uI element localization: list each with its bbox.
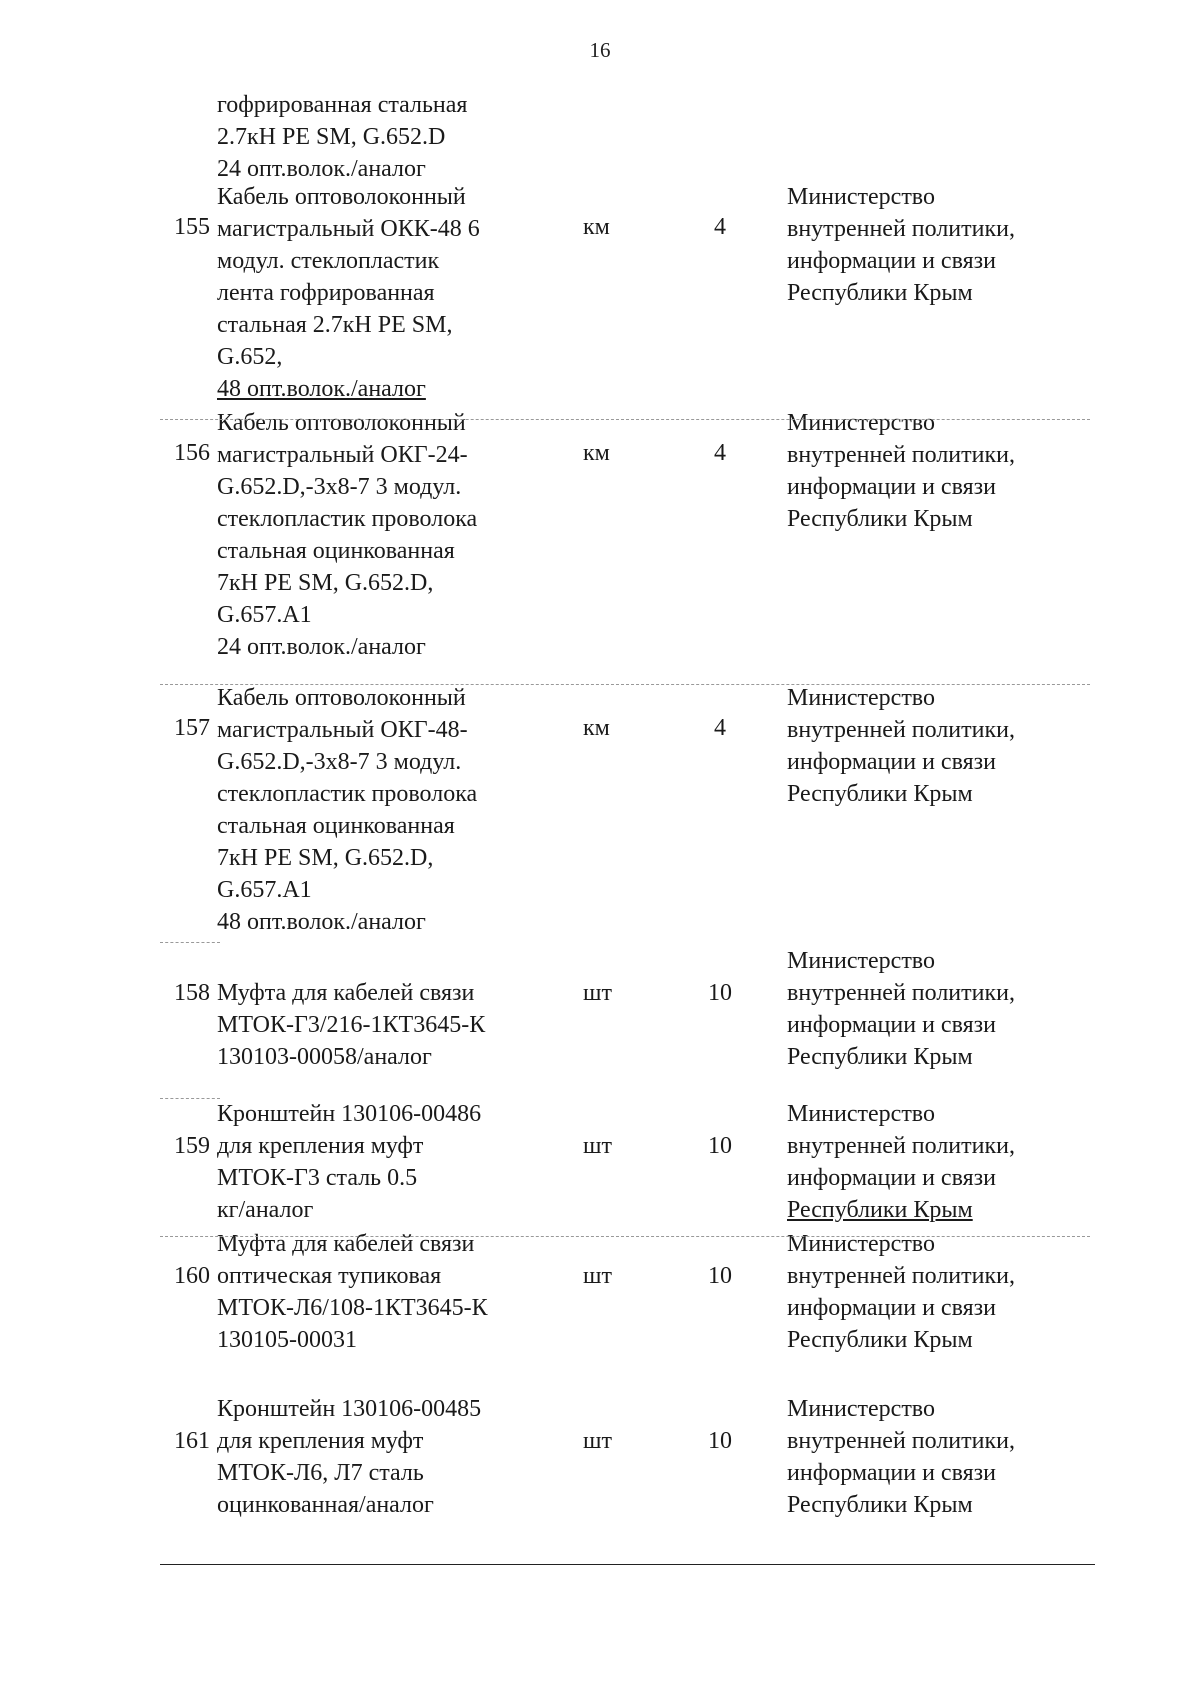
description-line: Кабель оптоволоконный <box>217 410 466 436</box>
description-line: 130105-00031 <box>217 1327 357 1353</box>
row-unit: шт <box>583 1133 612 1159</box>
description-line: МТОК-Л6, Л7 сталь <box>217 1460 424 1486</box>
description-line: G.657.A1 <box>217 877 312 903</box>
description-line: магистральный ОКГ-24- <box>217 442 468 468</box>
row-description <box>217 407 547 663</box>
description-line: МТОК-Г3/216-1КТ3645-К <box>217 1012 486 1038</box>
row-separator <box>160 1236 1090 1237</box>
organization-line: Министерство <box>787 410 935 436</box>
organization-line: Министерство <box>787 1231 935 1257</box>
row-description <box>217 682 547 938</box>
organization-line: Министерство <box>787 1396 935 1422</box>
organization-line: информации и связи <box>787 749 996 775</box>
row-quantity: 10 <box>708 980 732 1006</box>
description-line: МТОК-Л6/108-1КТ3645-К <box>217 1295 488 1321</box>
organization-line: Республики Крым <box>787 1492 973 1518</box>
row-organization <box>787 1228 1117 1356</box>
row-number: 158 <box>174 980 210 1006</box>
description-line: Кабель оптоволоконный <box>217 685 466 711</box>
description-line: G.652, <box>217 344 283 370</box>
organization-line: Министерство <box>787 1101 935 1127</box>
description-line: G.652.D,-3x8-7 3 модул. <box>217 474 462 500</box>
description-line: стальная 2.7кН PE SM, <box>217 312 453 338</box>
row-quantity: 10 <box>708 1133 732 1159</box>
description-line: для крепления муфт <box>217 1133 424 1159</box>
row-number: 155 <box>174 214 210 240</box>
description-line: магистральный ОКГ-48- <box>217 717 468 743</box>
row-unit: шт <box>583 1428 612 1454</box>
description-line: для крепления муфт <box>217 1428 424 1454</box>
description-line: оцинкованная/аналог <box>217 1492 434 1518</box>
row-number: 159 <box>174 1133 210 1159</box>
description-line: Кабель оптоволоконный <box>217 184 466 210</box>
description-line: G.652.D,-3x8-7 3 модул. <box>217 749 462 775</box>
table-bottom-rule <box>160 1564 1095 1565</box>
organization-line: внутренней политики, <box>787 1263 1015 1289</box>
row-unit: шт <box>583 980 612 1006</box>
organization-line: информации и связи <box>787 1012 996 1038</box>
row-description <box>217 977 547 1073</box>
description-line: гофрированная стальная <box>217 92 468 118</box>
continuation-description <box>217 89 547 185</box>
description-line: 7кН PE SM, G.652.D, <box>217 570 434 596</box>
row-organization <box>787 682 1117 810</box>
row-quantity: 4 <box>714 214 726 240</box>
description-line: кг/аналог <box>217 1197 314 1223</box>
row-number: 156 <box>174 440 210 466</box>
organization-line: внутренней политики, <box>787 980 1015 1006</box>
description-line: Муфта для кабелей связи <box>217 1231 475 1257</box>
description-line: 24 опт.волок./аналог <box>217 156 426 182</box>
description-line: лента гофрированная <box>217 280 435 306</box>
row-organization <box>787 945 1117 1073</box>
organization-line: внутренней политики, <box>787 216 1015 242</box>
description-line: 2.7кН PE SM, G.652.D <box>217 124 446 150</box>
row-separator <box>160 1098 220 1099</box>
organization-line: Республики Крым <box>787 506 973 532</box>
row-unit: км <box>583 214 610 240</box>
organization-line: Республики Крым <box>787 1197 973 1223</box>
description-line: оптическая тупиковая <box>217 1263 442 1289</box>
row-unit: км <box>583 715 610 741</box>
organization-line: информации и связи <box>787 1165 996 1191</box>
row-quantity: 4 <box>714 440 726 466</box>
description-line: Кронштейн 130106-00486 <box>217 1101 482 1127</box>
description-line: 130103-00058/аналог <box>217 1044 432 1070</box>
description-line: Муфта для кабелей связи <box>217 980 475 1006</box>
row-organization <box>787 1098 1117 1226</box>
row-separator <box>160 684 1090 685</box>
organization-line: информации и связи <box>787 248 996 274</box>
row-quantity: 4 <box>714 715 726 741</box>
description-line: модул. стеклопластик <box>217 248 440 274</box>
row-number: 161 <box>174 1428 210 1454</box>
row-description <box>217 1228 547 1356</box>
organization-line: Министерство <box>787 948 935 974</box>
description-line: G.657.A1 <box>217 602 312 628</box>
organization-line: Республики Крым <box>787 1044 973 1070</box>
description-line: 7кН PE SM, G.652.D, <box>217 845 434 871</box>
organization-line: внутренней политики, <box>787 1133 1015 1159</box>
description-line: МТОК-Г3 сталь 0.5 <box>217 1165 418 1191</box>
description-line: Кронштейн 130106-00485 <box>217 1396 482 1422</box>
row-description <box>217 1098 547 1226</box>
row-number: 157 <box>174 715 210 741</box>
organization-line: Республики Крым <box>787 1327 973 1353</box>
organization-line: информации и связи <box>787 1460 996 1486</box>
row-separator <box>160 942 220 943</box>
organization-line: Республики Крым <box>787 781 973 807</box>
description-line: стальная оцинкованная <box>217 538 455 564</box>
organization-line: внутренней политики, <box>787 717 1015 743</box>
row-organization <box>787 1393 1117 1521</box>
organization-line: Республики Крым <box>787 280 973 306</box>
description-line: магистральный ОКК-48 6 <box>217 216 480 242</box>
row-organization <box>787 407 1117 535</box>
page-number: 16 <box>589 38 611 62</box>
description-line: стеклопластик проволока <box>217 506 478 532</box>
organization-line: внутренней политики, <box>787 1428 1015 1454</box>
description-line: стеклопластик проволока <box>217 781 478 807</box>
row-separator <box>160 419 1090 420</box>
row-quantity: 10 <box>708 1428 732 1454</box>
row-organization <box>787 181 1117 309</box>
organization-line: информации и связи <box>787 474 996 500</box>
row-number: 160 <box>174 1263 210 1289</box>
row-unit: км <box>583 440 610 466</box>
organization-line: Министерство <box>787 184 935 210</box>
organization-line: информации и связи <box>787 1295 996 1321</box>
row-quantity: 10 <box>708 1263 732 1289</box>
row-description <box>217 181 547 405</box>
row-unit: шт <box>583 1263 612 1289</box>
description-line: 48 опт.волок./аналог <box>217 909 426 935</box>
description-line: 48 опт.волок./аналог <box>217 376 426 402</box>
row-description <box>217 1393 547 1521</box>
organization-line: Министерство <box>787 685 935 711</box>
description-line: 24 опт.волок./аналог <box>217 634 426 660</box>
description-line: стальная оцинкованная <box>217 813 455 839</box>
organization-line: внутренней политики, <box>787 442 1015 468</box>
